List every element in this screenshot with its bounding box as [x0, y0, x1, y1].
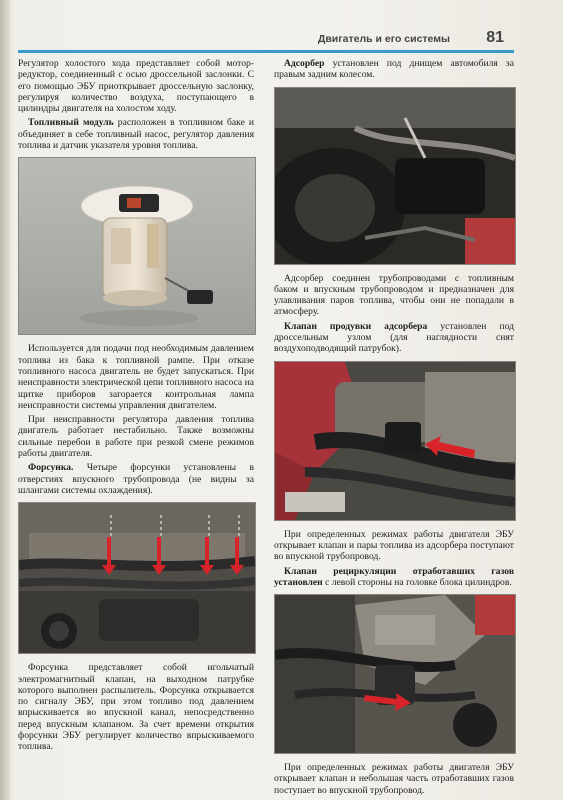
idle-regulator-paragraph: Регулятор холостого хода представляет собой мотор-редуктор, соединенный с осью дроссельной заслонки. С его помощью ЭБУ приоткрывает дроссельную заслонку, регулируя количество воздуха, поступающего в цилиндры двигателя на холостом ходу.	[18, 58, 254, 115]
fuel-pump-paragraph: Используется для подачи под необходимым давлением топлива из бака к топливной рампе. При отказе топливного насоса двигатель не будет запускаться. При неисправности электрической цепи топливного насоса на щитке приборов загорается контрольная лампа неисправности системы управления двигателем.	[18, 343, 254, 411]
adsorber-connection-paragraph: Адсорбер соединен трубопроводами с топливным баком и впускным трубопроводом и предназначен для улавливания паров топлива, чтобы они не попадали в атмосферу.	[274, 272, 514, 318]
pressure-regulator-paragraph: При неисправности регулятора давления топлива двигатель работает нестабильно. Также возможны сильные перебои в работе при резкой смене режимов работы двигателя.	[18, 414, 254, 460]
purge-valve-operation-paragraph: При определенных режимах работы двигателя ЭБУ открывает клапан и пары топлива из адсорбера поступают во впускной трубопровод.	[274, 528, 514, 563]
purge-valve-text: установлен под дроссельным узлом (для наглядности снят воздухоподводящий патрубок).	[274, 320, 514, 355]
egr-valve-text: с левой стороны на головке блока цилиндров.	[322, 576, 512, 588]
purge-valve-paragraph	[274, 321, 514, 355]
egr-valve-term: Клапан рециркуляции отработавших газов установлен	[274, 565, 514, 588]
fuel-module-paragraph	[18, 117, 254, 151]
injector-description-paragraph: Форсунка представляет собой игольчатый электромагнитный клапан, на выходном патрубке которого выполнен распылитель. Форсунка открывается по сигналу ЭБУ, при этом топливо под давлением впрыскивается во впускной канал, непосредственно перед впускным клапаном. За счет времени открытия форсунки ЭБУ регулирует количество впрыскиваемого топлива.	[18, 662, 254, 753]
chapter-title: Двигатель и его системы	[317, 33, 450, 45]
header-rule	[18, 50, 514, 53]
adsorber-paragraph	[274, 58, 514, 81]
egr-valve-operation-paragraph: При определенных режимах работы двигателя ЭБУ открывает клапан и небольшая часть отработавших газов поступает во впускной трубопровод.	[274, 762, 514, 796]
injectors-photo	[18, 502, 256, 654]
adsorber-text: установлен под днищем автомобиля за правым задним колесом.	[274, 58, 514, 81]
injector-text: Четыре форсунки установлены в отверстиях впускного трубопровода (не видны за шлангами системы охлаждения).	[18, 462, 254, 496]
injector-term: Форсунка.	[28, 462, 74, 474]
right-column	[274, 58, 514, 799]
fuel-module-photo	[18, 157, 256, 335]
page-number: 81	[486, 29, 504, 46]
purge-valve-term: Клапан продувки адсорбера	[284, 320, 428, 332]
adsorber-term: Адсорбер	[284, 58, 325, 69]
purge-valve-photo	[274, 361, 516, 521]
adsorber-photo	[274, 87, 516, 265]
left-column	[18, 58, 254, 756]
fuel-module-term: Топливный модуль	[28, 117, 114, 129]
injector-paragraph	[18, 462, 254, 496]
fuel-module-text: расположен в топливном баке и объединяет в себе топливный насос, регулятор давления топлива и датчик указателя уровня топлива.	[18, 117, 255, 152]
page-spine	[0, 0, 10, 800]
egr-valve-photo	[274, 594, 516, 754]
page-header	[18, 29, 514, 51]
egr-valve-paragraph	[274, 566, 514, 589]
